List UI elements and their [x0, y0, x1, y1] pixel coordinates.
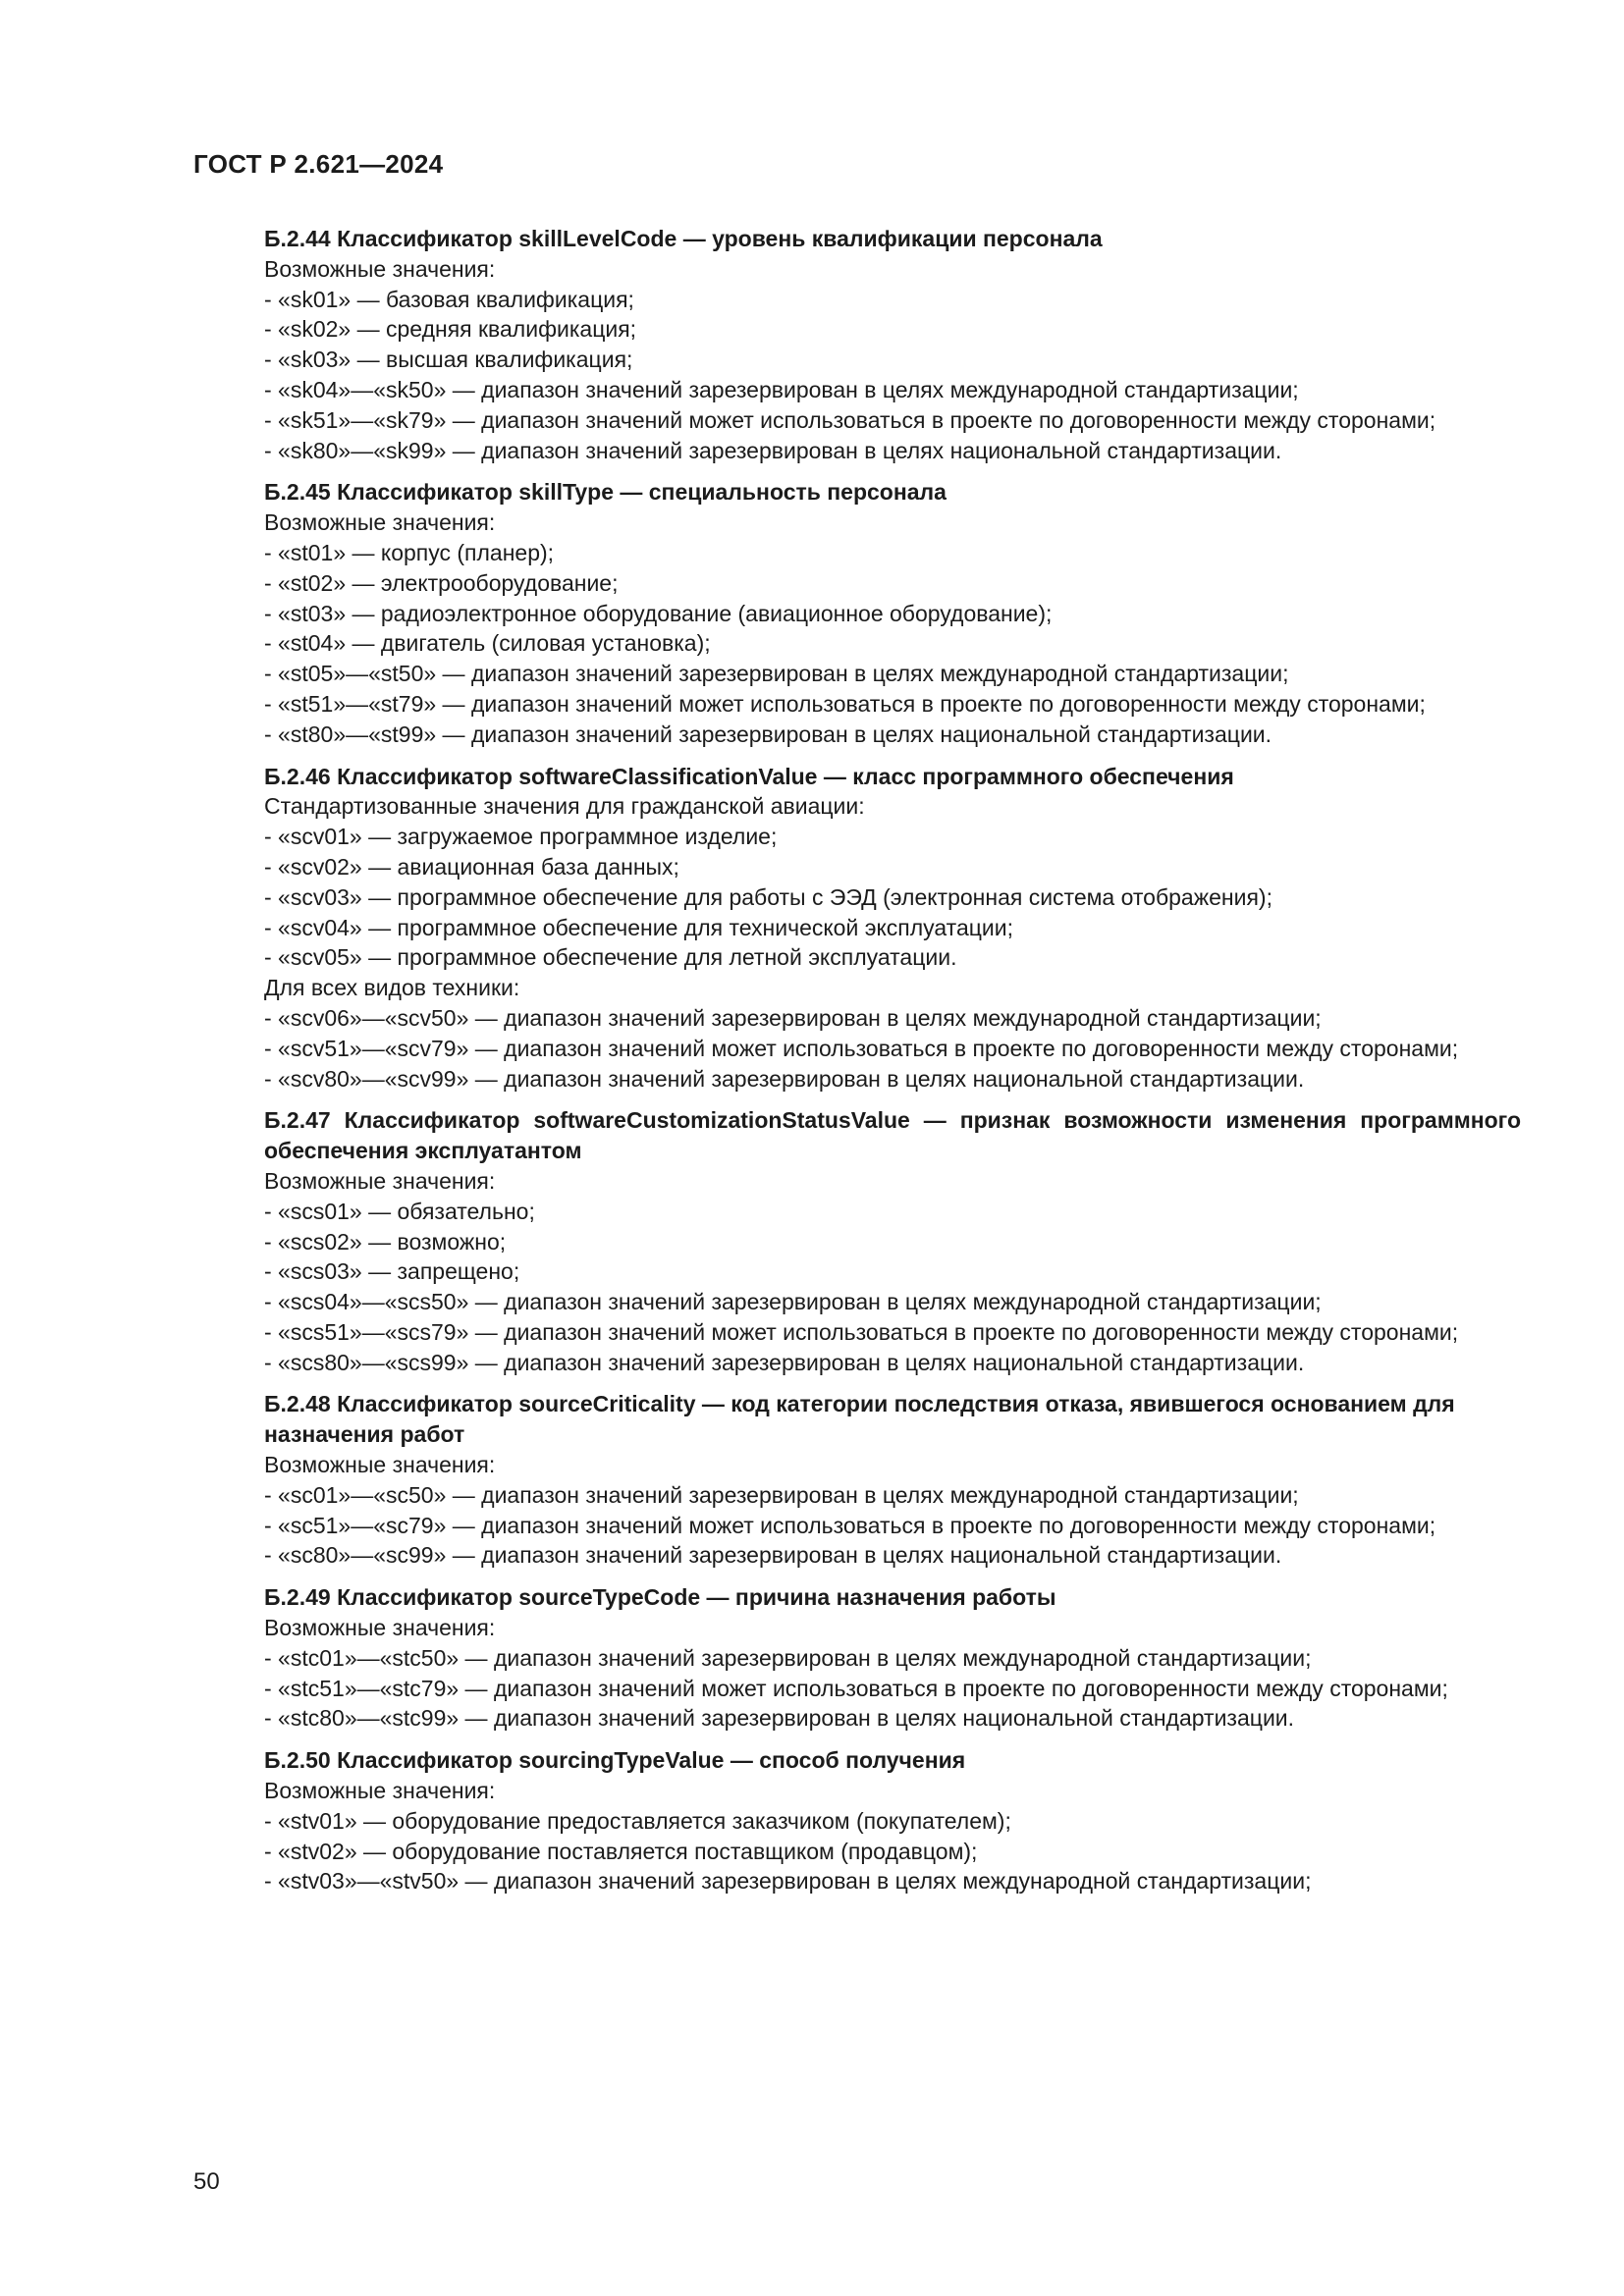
page-number: 50 — [193, 2168, 220, 2195]
section — [193, 762, 1521, 1095]
list-item: - «scs02» — возможно; — [264, 1228, 507, 1255]
section-title: Б.2.49 Классификатор sourceTypeCode — причина назначения работы — [264, 1584, 1056, 1611]
list-item: - «st80»—«st99» — диапазон значений зарезервирован в целях национальной стандартизации. — [264, 721, 1272, 747]
list-item: - «stc80»—«stc99» — диапазон значений зарезервирован в целях национальной стандартизации. — [264, 1705, 1295, 1732]
list-item: - «st03» — радиоэлектронное оборудование (авиационное оборудование); — [264, 600, 1053, 626]
section — [193, 1745, 1521, 1896]
list-item: - «sc80»—«sc99» — диапазон значений зарезервирован в целях национальной стандартизации. — [264, 1542, 1282, 1569]
values-intro: Возможные значения: — [264, 509, 496, 536]
list-item: - «scs51»—«scs79» — диапазон значений может использоваться в проекте по договоренности между сторонами; — [264, 1318, 1459, 1345]
list-item: - «stc51»—«stc79» — диапазон значений может использоваться в проекте по договоренности между сторонами; — [264, 1675, 1448, 1701]
list-item: - «st05»—«st50» — диапазон значений зарезервирован в целях международной стандартизации; — [264, 661, 1289, 687]
list-item: - «scs01» — обязательно; — [264, 1198, 535, 1224]
section-title: Б.2.48 Классификатор sourceCriticality — код категории последствия отказа, явившегося основанием для назначения работ — [264, 1391, 1455, 1448]
list-item: - «scv51»—«scv79» — диапазон значений может использоваться в проекте по договоренности между сторонами; — [264, 1035, 1459, 1061]
section-title: Б.2.44 Классификатор skillLevelCode — уровень квалификации персонала — [264, 226, 1103, 251]
list-item: - «scv02» — авиационная база данных; — [264, 853, 679, 880]
list-item: - «stv02» — оборудование поставляется поставщиком (продавцом); — [264, 1838, 978, 1864]
section-title: Б.2.47 Классификатор softwareCustomizationStatusValue — признак возможности изменения программного обеспечения эксплуатантом — [264, 1107, 1521, 1164]
list-item: - «sk02» — средняя квалификация; — [264, 316, 637, 343]
values-intro: Возможные значения: — [264, 255, 496, 282]
list-item: - «scv80»—«scv99» — диапазон значений зарезервирован в целях национальной стандартизации. — [264, 1065, 1305, 1092]
list-item: - «sc01»—«sc50» — диапазон значений зарезервирован в целях международной стандартизации; — [264, 1481, 1299, 1508]
values-intro: Стандартизованные значения для гражданской авиации: — [264, 793, 865, 820]
list-item: - «st51»—«st79» — диапазон значений может использоваться в проекте по договоренности между сторонами; — [264, 690, 1426, 717]
list-item: - «sk51»—«sk79» — диапазон значений может использоваться в проекте по договоренности между сторонами; — [264, 406, 1436, 433]
list-item: - «stc01»—«stc50» — диапазон значений зарезервирован в целях международной стандартизации; — [264, 1644, 1312, 1671]
values-intro: Возможные значения: — [264, 1167, 496, 1194]
list-item: - «scv06»—«scv50» — диапазон значений зарезервирован в целях международной стандартизации; — [264, 1004, 1322, 1031]
list-item: - «stv03»—«stv50» — диапазон значений зарезервирован в целях международной стандартизации; — [264, 1868, 1312, 1895]
list-item: - «scv03» — программное обеспечение для работы с ЭЭД (электронная система отображения); — [264, 883, 1272, 910]
list-item: - «scs04»—«scs50» — диапазон значений зарезервирован в целях международной стандартизации; — [264, 1289, 1322, 1315]
list-item: - «st04» — двигатель (силовая установка); — [264, 630, 711, 657]
list-item: - «sk04»—«sk50» — диапазон значений зарезервирован в целях международной стандартизации; — [264, 376, 1299, 402]
list-item: - «sc51»—«sc79» — диапазон значений может использоваться в проекте по договоренности между сторонами; — [264, 1512, 1436, 1538]
list-item: - «scv05» — программное обеспечение для летной эксплуатации. — [264, 944, 957, 971]
values-intro: Возможные значения: — [264, 1615, 496, 1641]
values-intro: Для всех видов техники: — [264, 975, 520, 1001]
list-item: - «scv04» — программное обеспечение для технической эксплуатации; — [264, 914, 1013, 940]
document-body — [193, 224, 1521, 1908]
section-title: Б.2.50 Классификатор sourcingTypeValue — способ получения — [264, 1747, 966, 1774]
list-item: - «scs03» — запрещено; — [264, 1258, 520, 1285]
list-item: - «sk80»—«sk99» — диапазон значений зарезервирован в целях национальной стандартизации. — [264, 437, 1282, 463]
values-intro: Возможные значения: — [264, 1778, 496, 1804]
section — [193, 477, 1521, 749]
list-item: - «sk03» — высшая квалификация; — [264, 347, 633, 373]
section — [193, 1582, 1521, 1734]
section-title: Б.2.45 Классификатор skillType — специальность персонала — [264, 479, 947, 506]
list-item: - «scs80»—«scs99» — диапазон значений зарезервирован в целях национальной стандартизации. — [264, 1349, 1305, 1375]
document-header: ГОСТ Р 2.621—2024 — [193, 149, 444, 179]
section — [193, 224, 1521, 465]
section-title: Б.2.46 Классификатор softwareClassificationValue — класс программного обеспечения — [264, 763, 1234, 789]
section — [193, 1105, 1521, 1377]
list-item: - «st01» — корпус (планер); — [264, 539, 555, 565]
list-item: - «st02» — электрооборудование; — [264, 569, 619, 596]
section — [193, 1389, 1521, 1571]
list-item: - «scv01» — загружаемое программное изделие; — [264, 824, 778, 850]
list-item: - «sk01» — базовая квалификация; — [264, 286, 634, 312]
list-item: - «stv01» — оборудование предоставляется заказчиком (покупателем); — [264, 1807, 1011, 1834]
values-intro: Возможные значения: — [264, 1452, 496, 1478]
